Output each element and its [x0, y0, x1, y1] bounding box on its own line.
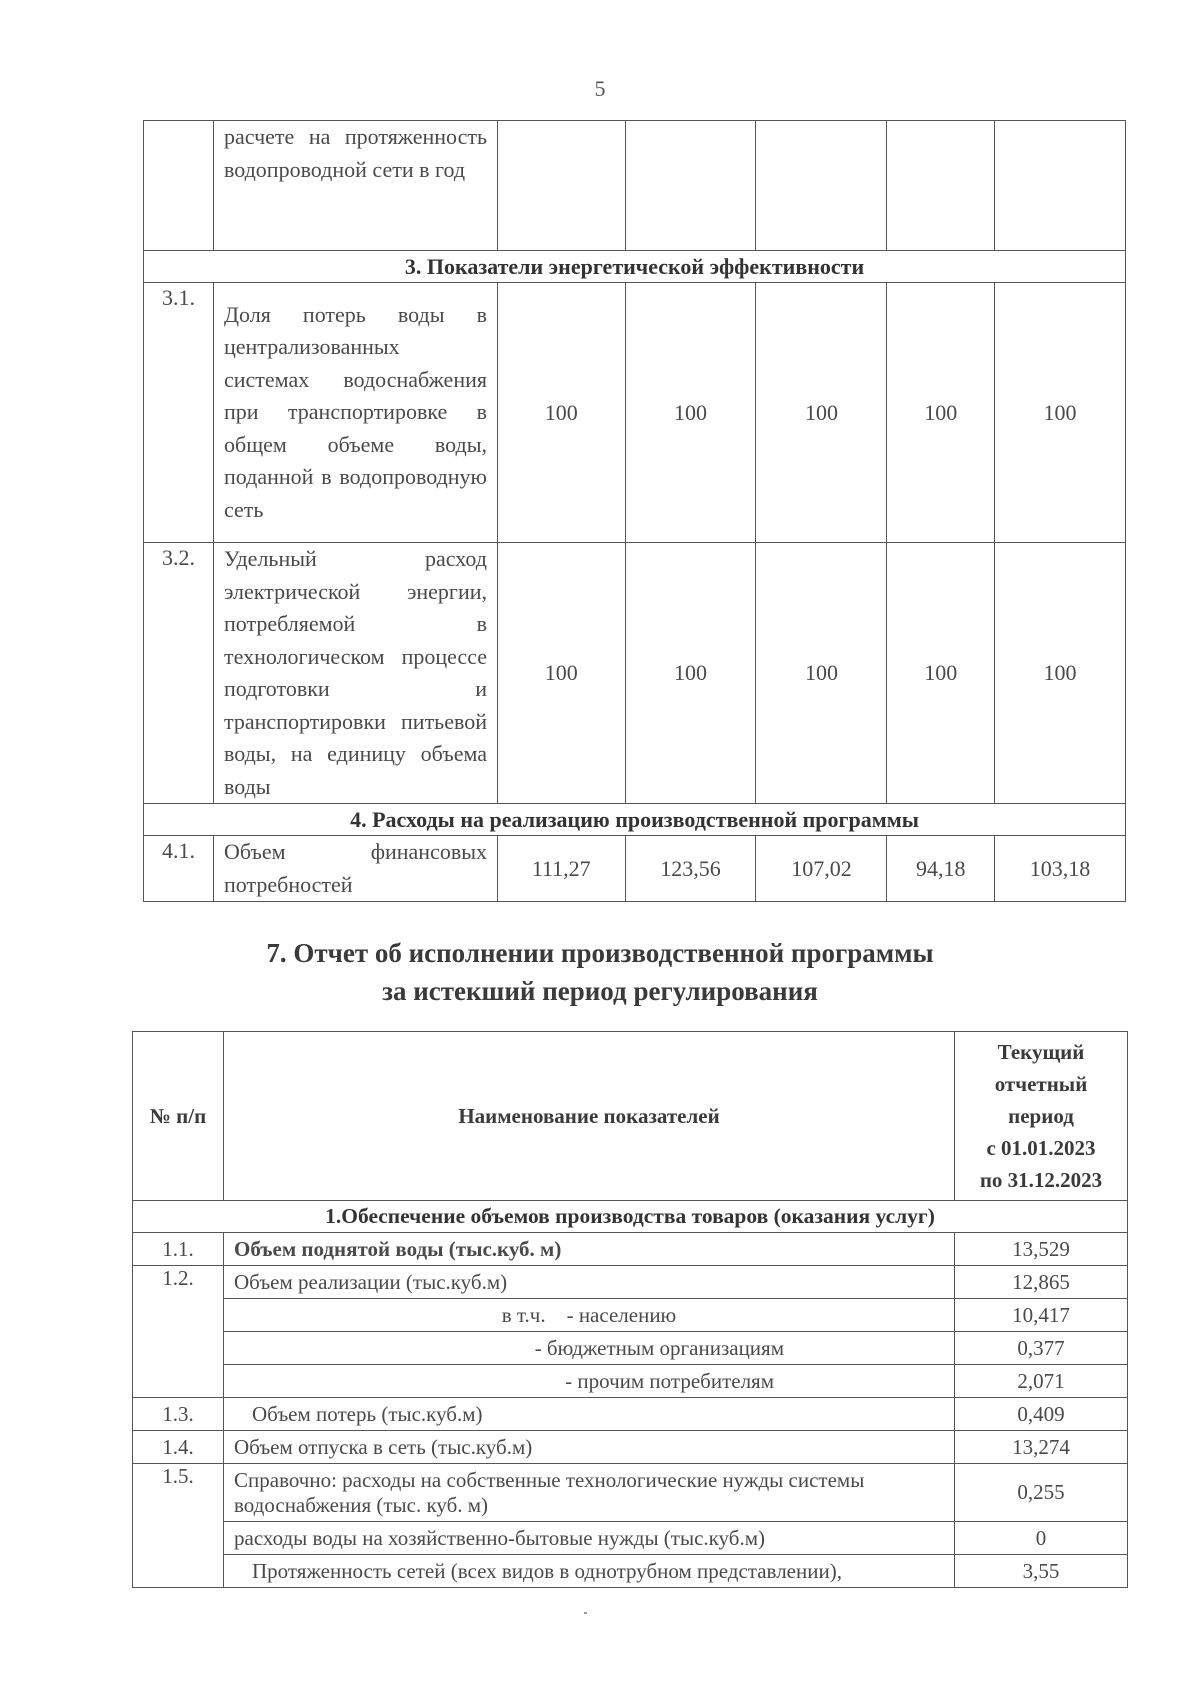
value-cell: 3,55 [955, 1555, 1128, 1588]
value-cell: 13,274 [955, 1431, 1128, 1464]
page-number: 5 [594, 76, 606, 101]
value-cell: 100 [625, 543, 756, 804]
header-period-line: отчетный [994, 1072, 1088, 1096]
value-cell [995, 121, 1126, 251]
value-cell: 100 [498, 543, 626, 804]
indicator-name: - бюджетным организациям [224, 1332, 955, 1365]
table-row [133, 1431, 1128, 1464]
indicator-name: Объем реализации (тыс.куб.м) [224, 1266, 955, 1299]
header-period-line: Текущий [997, 1040, 1085, 1064]
value-cell [625, 121, 756, 251]
row-number: 1.3. [133, 1398, 224, 1431]
value-cell: 13,529 [955, 1233, 1128, 1266]
value-cell [887, 121, 995, 251]
value-cell: 103,18 [995, 836, 1126, 902]
value-cell: 107,02 [756, 836, 887, 902]
section-row [133, 1201, 1128, 1233]
value-cell [756, 121, 887, 251]
indicator-name: Протяженность сетей (всех видов в однотрубном представлении), [224, 1555, 955, 1588]
row-number: 1.2. [133, 1266, 224, 1398]
table-row [133, 1266, 1128, 1299]
table-row [133, 1365, 1128, 1398]
value-cell: 100 [756, 283, 887, 543]
indicator-name: Справочно: расходы на собственные технологические нужды системы водоснабжения (тыс. куб. м) [224, 1464, 955, 1522]
header-row [133, 1032, 1128, 1201]
value-cell: 100 [887, 283, 995, 543]
table-row [144, 283, 1126, 543]
value-cell: 100 [625, 283, 756, 543]
header-name: Наименование показателей [224, 1032, 955, 1201]
header-num: № п/п [133, 1032, 224, 1201]
row-number [144, 121, 214, 251]
section-row [144, 804, 1126, 836]
row-number: 3.1. [144, 283, 214, 543]
section-title: 1.Обеспечение объемов производства товаров (оказания услуг) [133, 1201, 1128, 1233]
table-row [144, 836, 1126, 902]
indicator-name: Доля потерь воды в централизованных системах водоснабжения при транспортировке в общем объеме воды, поданной в водопроводную сеть [214, 283, 498, 543]
scan-speck [584, 1612, 587, 1614]
indicator-name: Объем финансовых потребностей [214, 836, 498, 902]
indicator-name: в т.ч. - населению [224, 1299, 955, 1332]
value-cell: 0 [955, 1522, 1128, 1555]
value-cell: 123,56 [625, 836, 756, 902]
value-cell: 10,417 [955, 1299, 1128, 1332]
indicator-name: Удельный расход электрической энергии, потребляемой в технологическом процессе подготовки и транспортировки питьевой воды, на единицу объема воды [214, 543, 498, 804]
section-title: 3. Показатели энергетической эффективности [144, 251, 1126, 283]
table-row [133, 1464, 1128, 1522]
header-period-line: по 31.12.2023 [979, 1168, 1103, 1192]
row-number: 1.4. [133, 1431, 224, 1464]
report-title-line: 7. Отчет об исполнении производственной программы [266, 938, 934, 968]
value-cell: 2,071 [955, 1365, 1128, 1398]
section-title: 4. Расходы на реализацию производственной программы [144, 804, 1126, 836]
value-cell: 0,409 [955, 1398, 1128, 1431]
value-cell: 100 [995, 283, 1126, 543]
row-number: 1.1. [133, 1233, 224, 1266]
report-table [132, 1031, 1128, 1588]
value-cell: 12,865 [955, 1266, 1128, 1299]
indicators-table [143, 120, 1126, 902]
indicator-name: Объем отпуска в сеть (тыс.куб.м) [224, 1431, 955, 1464]
value-cell: 100 [498, 283, 626, 543]
value-cell: 100 [756, 543, 887, 804]
value-cell: 0,377 [955, 1332, 1128, 1365]
table-row [133, 1522, 1128, 1555]
indicator-name: Объем потерь (тыс.куб.м) [224, 1398, 955, 1431]
indicator-name: - прочим потребителям [224, 1365, 955, 1398]
header-period [955, 1032, 1128, 1201]
value-cell: 111,27 [498, 836, 626, 902]
row-number: 4.1. [144, 836, 214, 902]
row-number: 3.2. [144, 543, 214, 804]
table-row [133, 1299, 1128, 1332]
table-row [144, 543, 1126, 804]
table-row [133, 1555, 1128, 1588]
table-row [133, 1332, 1128, 1365]
row-number: 1.5. [133, 1464, 224, 1588]
header-period-line: период [1008, 1104, 1074, 1128]
value-cell: 100 [887, 543, 995, 804]
value-cell: 100 [995, 543, 1126, 804]
indicator-name: Объем поднятой воды (тыс.куб. м) [224, 1233, 955, 1266]
section-row [144, 251, 1126, 283]
table-row [133, 1233, 1128, 1266]
value-cell [498, 121, 626, 251]
table-row [144, 121, 1126, 251]
header-period-line: с 01.01.2023 [986, 1136, 1096, 1160]
indicator-name: расчете на протяженность водопроводной сети в год [214, 121, 498, 251]
table-row [133, 1398, 1128, 1431]
report-title-line: за истекший период регулирования [382, 976, 818, 1006]
indicator-name: расходы воды на хозяйственно-бытовые нужды (тыс.куб.м) [224, 1522, 955, 1555]
value-cell: 0,255 [955, 1464, 1128, 1522]
report-title [0, 934, 1200, 1010]
value-cell: 94,18 [887, 836, 995, 902]
